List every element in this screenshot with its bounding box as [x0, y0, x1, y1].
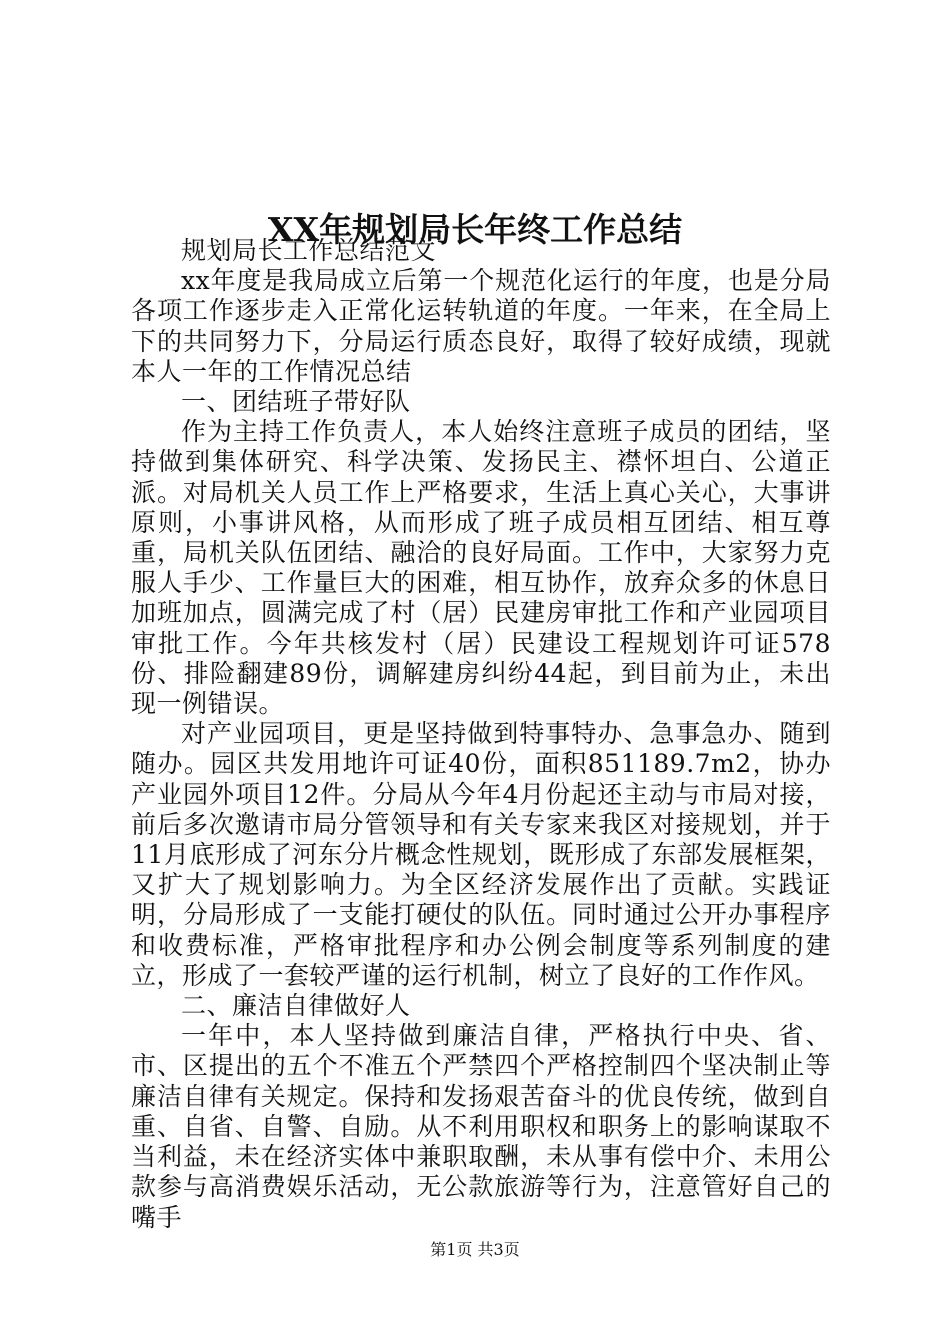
page-number-footer: 第1页 共3页: [430, 1240, 520, 1259]
section-heading-1: 一、团结班子带好队: [181, 387, 411, 417]
body-paragraph: 对产业园项目，更是坚持做到特事特办、急事急办、随到随办。园区共发用地许可证40份，面积851189.7m2，协办产业园外项目12件。分局从今年4月份起还主动与市局对接，前后多次邀请市局分管领导和有关专家来我区对接规划，并于11月底形成了河东分片概念性规划，既形成了东部发展框架，又扩大了规划影响力。为全区经济发展作出了贡献。实践证明，分局形成了一支能打硬仗的队伍。同时通过公开办事程序和收费标准，严格审批程序和办公例会制度等系列制度的建立，形成了一套较严谨的运行机制，树立了良好的工作作风。: [131, 719, 831, 990]
intro-paragraph: xx年度是我局成立后第一个规范化运行的年度，也是分局各项工作逐步走入正常化运转轨道的年度。一年来，在全局上下的共同努力下，分局运行质态良好，取得了较好成绩，现就本人一年的工作情况总结: [131, 266, 831, 386]
body-paragraph: 作为主持工作负责人，本人始终注意班子成员的团结，坚持做到集体研究、科学决策、发扬民主、襟怀坦白、公道正派。对局机关人员工作上严格要求，生活上真心关心，大事讲原则，小事讲风格，从而形成了班子成员相互团结、相互尊重，局机关队伍团结、融洽的良好局面。工作中，大家努力克服人手少、工作量巨大的困难，相互协作，放弃众多的休息日加班加点，圆满完成了村（居）民建房审批工作和产业园项目审批工作。今年共核发村（居）民建设工程规划许可证578份、排险翻建89份，调解建房纠纷44起，到目前为止，未出现一例错误。: [131, 417, 831, 719]
subtitle-paragraph: 规划局长工作总结范文: [181, 236, 437, 265]
document-body: [131, 236, 831, 1233]
document-title: XX年规划局长年终工作总结: [267, 210, 683, 250]
body-paragraph: 一年中，本人坚持做到廉洁自律，严格执行中央、省、市、区提出的五个不准五个严禁四个严格控制四个坚决制止等廉洁自律有关规定。保持和发扬艰苦奋斗的优良传统，做到自重、自省、自警、自励。从不利用职权和职务上的影响谋取不当利益，未在经济实体中兼职取酬，未从事有偿中介、未用公款参与高消费娱乐活动，无公款旅游等行为，注意管好自己的嘴手: [131, 1021, 831, 1232]
section-heading-2: 二、廉洁自律做好人: [181, 991, 411, 1021]
